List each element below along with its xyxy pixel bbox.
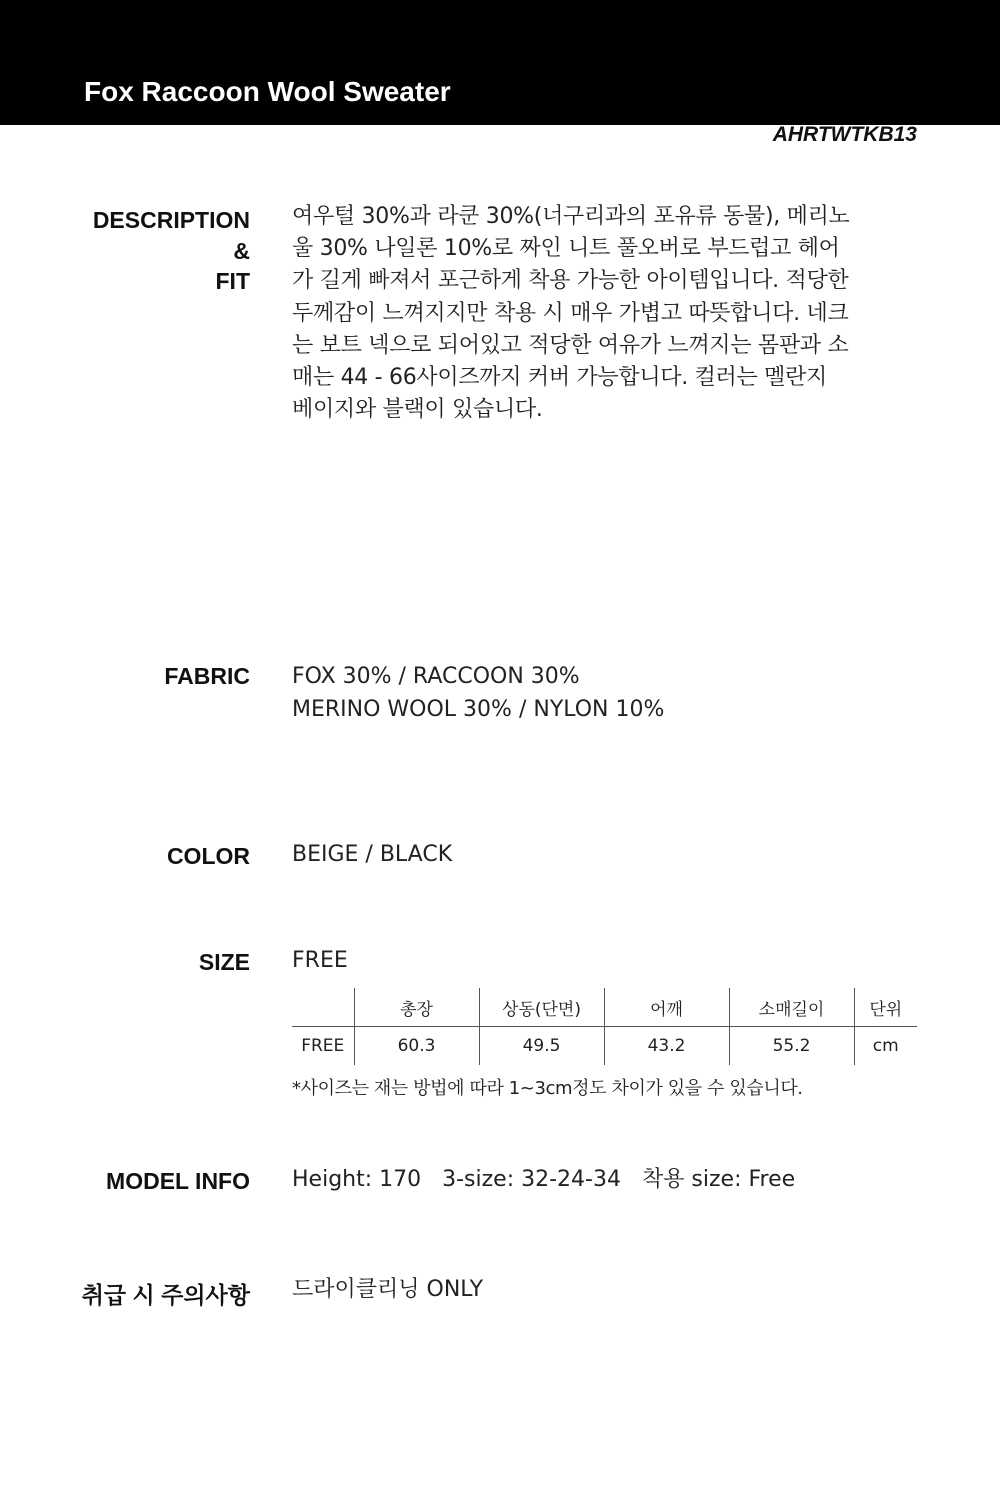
size-table-cell: 43.2 <box>604 1027 729 1066</box>
size-table-header: 단위 <box>854 988 917 1027</box>
size-table-header: 상동(단면) <box>479 988 604 1027</box>
description-label <box>93 205 250 297</box>
size-table-header-row <box>292 988 917 1027</box>
product-title: Fox Raccoon Wool Sweater <box>84 76 451 107</box>
size-table-cell: cm <box>854 1027 917 1066</box>
fabric-text <box>292 660 664 726</box>
product-code: AHRTWTKB13 <box>772 123 917 146</box>
description-text <box>292 201 920 426</box>
size-table-header: 어깨 <box>604 988 729 1027</box>
size-table-cell: 49.5 <box>479 1027 604 1066</box>
description-line: 울 30% 나일론 10%로 짜인 니트 풀오버로 부드럽고 헤어 <box>292 236 840 262</box>
table-row <box>292 1027 917 1066</box>
color-label: COLOR <box>166 843 250 869</box>
description-line: 베이지와 블랙이 있습니다. <box>292 397 543 423</box>
header-bar <box>0 0 1000 125</box>
fabric-label: FABRIC <box>164 663 250 689</box>
description-line: 는 보트 넥으로 되어있고 적당한 여유가 느껴지는 몸판과 소 <box>292 332 849 358</box>
description-line: 매는 44 - 66사이즈까지 커버 가능합니다. 컬러는 멜란지 <box>292 365 828 391</box>
description-line: 가 길게 빠져서 포근하게 착용 가능한 아이템입니다. 적당한 <box>292 268 849 294</box>
size-note: *사이즈는 재는 방법에 따라 1~3cm정도 차이가 있을 수 있습니다. <box>292 1078 803 1099</box>
description-label-line: DESCRIPTION <box>92 207 250 233</box>
size-table-cell: 55.2 <box>729 1027 854 1066</box>
description-label-line: FIT <box>215 268 250 294</box>
care-label: 취급 시 주의사항 <box>81 1282 250 1308</box>
fabric-line: FOX 30% / RACCOON 30% <box>292 664 580 689</box>
description-label-line: & <box>233 237 250 264</box>
size-table-cell: 60.3 <box>354 1027 479 1066</box>
size-label: SIZE <box>198 949 250 975</box>
size-table-header: 총장 <box>354 988 479 1027</box>
size-table-header <box>292 988 354 1027</box>
size-table-cell: FREE <box>301 1036 345 1056</box>
model-info-label: MODEL INFO <box>106 1168 250 1194</box>
size-table-header: 소매길이 <box>729 988 854 1027</box>
model-info-value: Height: 170 3-size: 32-24-34 착용 size: Free <box>292 1167 796 1192</box>
care-value: 드라이클리닝 ONLY <box>292 1277 484 1302</box>
size-table <box>292 988 917 1065</box>
description-line: 두께감이 느껴지지만 착용 시 매우 가볍고 따뜻합니다. 네크 <box>292 300 849 326</box>
description-line: 여우털 30%과 라쿤 30%(너구리과의 포유류 동물), 메리노 <box>292 204 850 229</box>
color-value: BEIGE / BLACK <box>292 842 453 867</box>
size-value: FREE <box>292 948 348 973</box>
fabric-line: MERINO WOOL 30% / NYLON 10% <box>292 697 665 722</box>
